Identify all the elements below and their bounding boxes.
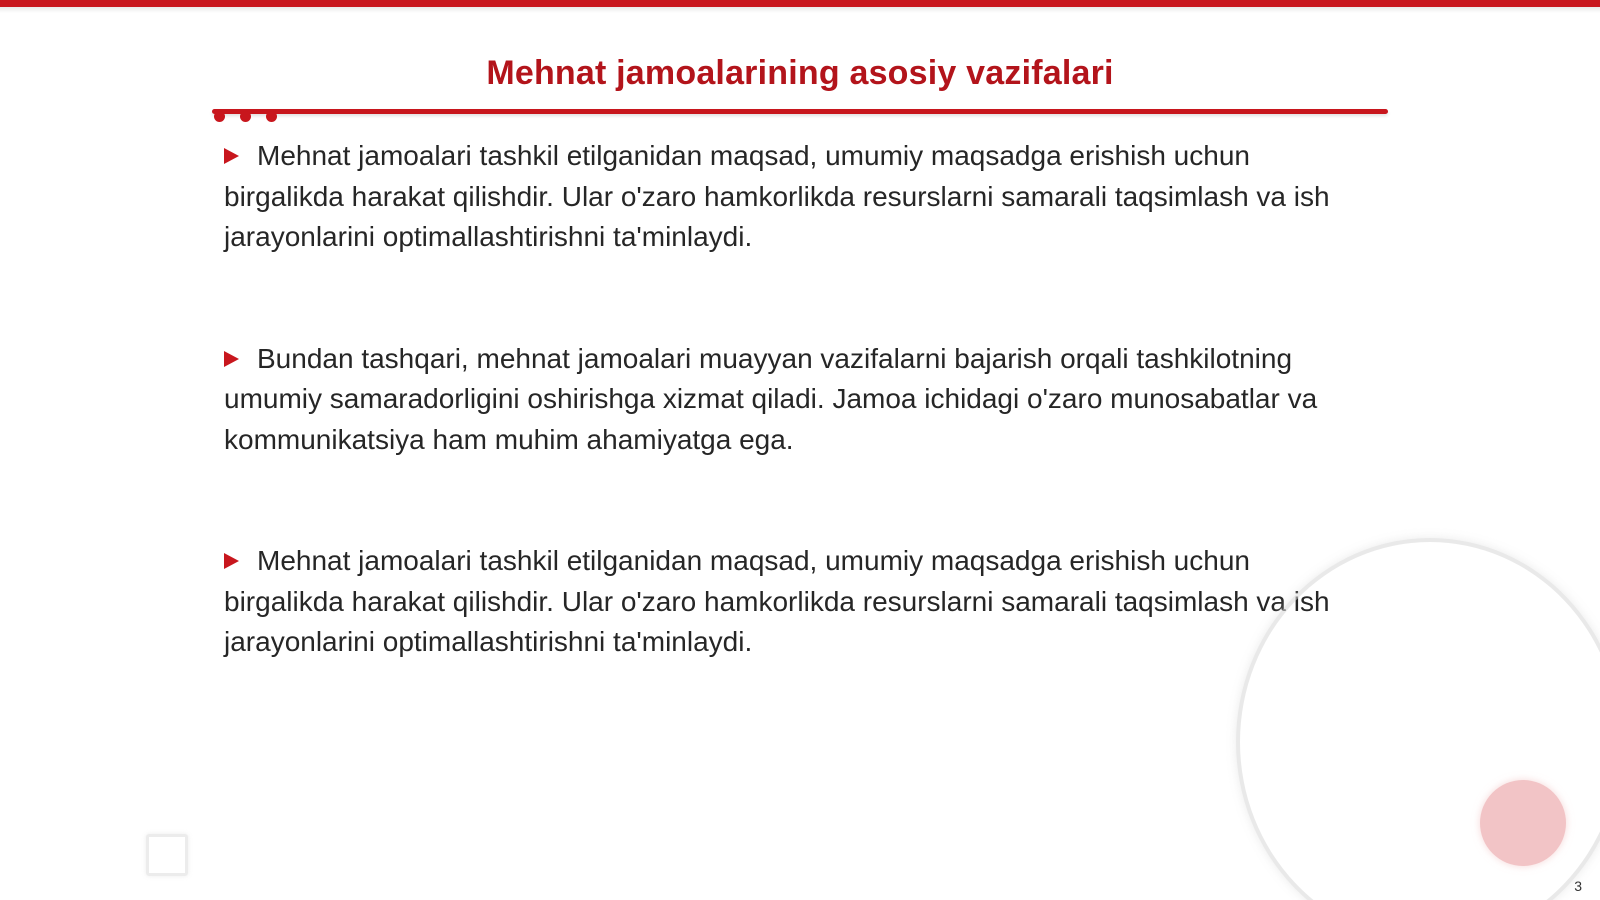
top-accent-bar xyxy=(0,0,1600,7)
underline-dot xyxy=(240,111,251,122)
underline-dot xyxy=(266,111,277,122)
bullet-item xyxy=(224,136,1374,258)
bullet-list xyxy=(224,136,1374,663)
top-bar-shadow xyxy=(0,7,1600,13)
bullet-text: Mehnat jamoalari tashkil etilganidan maqsad, umumiy maqsadga erishish uchun birgalikda harakat qilishdir. Ular o'zaro hamkorlikda resurslarni samarali taqsimlash va ish jarayonlarini optimallashtirishni ta'minlaydi. xyxy=(224,140,1330,252)
bullet-item xyxy=(224,541,1374,663)
page-number: 3 xyxy=(1574,878,1582,894)
bullet-item xyxy=(224,339,1374,461)
triangle-right-icon xyxy=(224,148,239,164)
bullet-text: Bundan tashqari, mehnat jamoalari muayyan vazifalarni bajarish orqali tashkilotning umumiy samaradorligini oshirishga xizmat qiladi. Jamoa ichidagi o'zaro munosabatlar va kommunikatsiya ham muhim ahamiyatga ega. xyxy=(224,342,1318,455)
title-underline xyxy=(212,109,1388,114)
slide-title: Mehnat jamoalarining asosiy vazifalari xyxy=(486,54,1114,92)
triangle-right-icon xyxy=(224,553,239,569)
decorative-circle xyxy=(1480,780,1566,866)
decorative-square xyxy=(146,834,188,876)
triangle-right-icon xyxy=(224,351,239,367)
bullet-text: Mehnat jamoalari tashkil etilganidan maqsad, umumiy maqsadga erishish uchun birgalikda harakat qilishdir. Ular o'zaro hamkorlikda resurslarni samarali taqsimlash va ish jarayonlarini optimallashtirishni ta'minlaydi. xyxy=(224,545,1330,657)
underline-dot xyxy=(214,111,225,122)
